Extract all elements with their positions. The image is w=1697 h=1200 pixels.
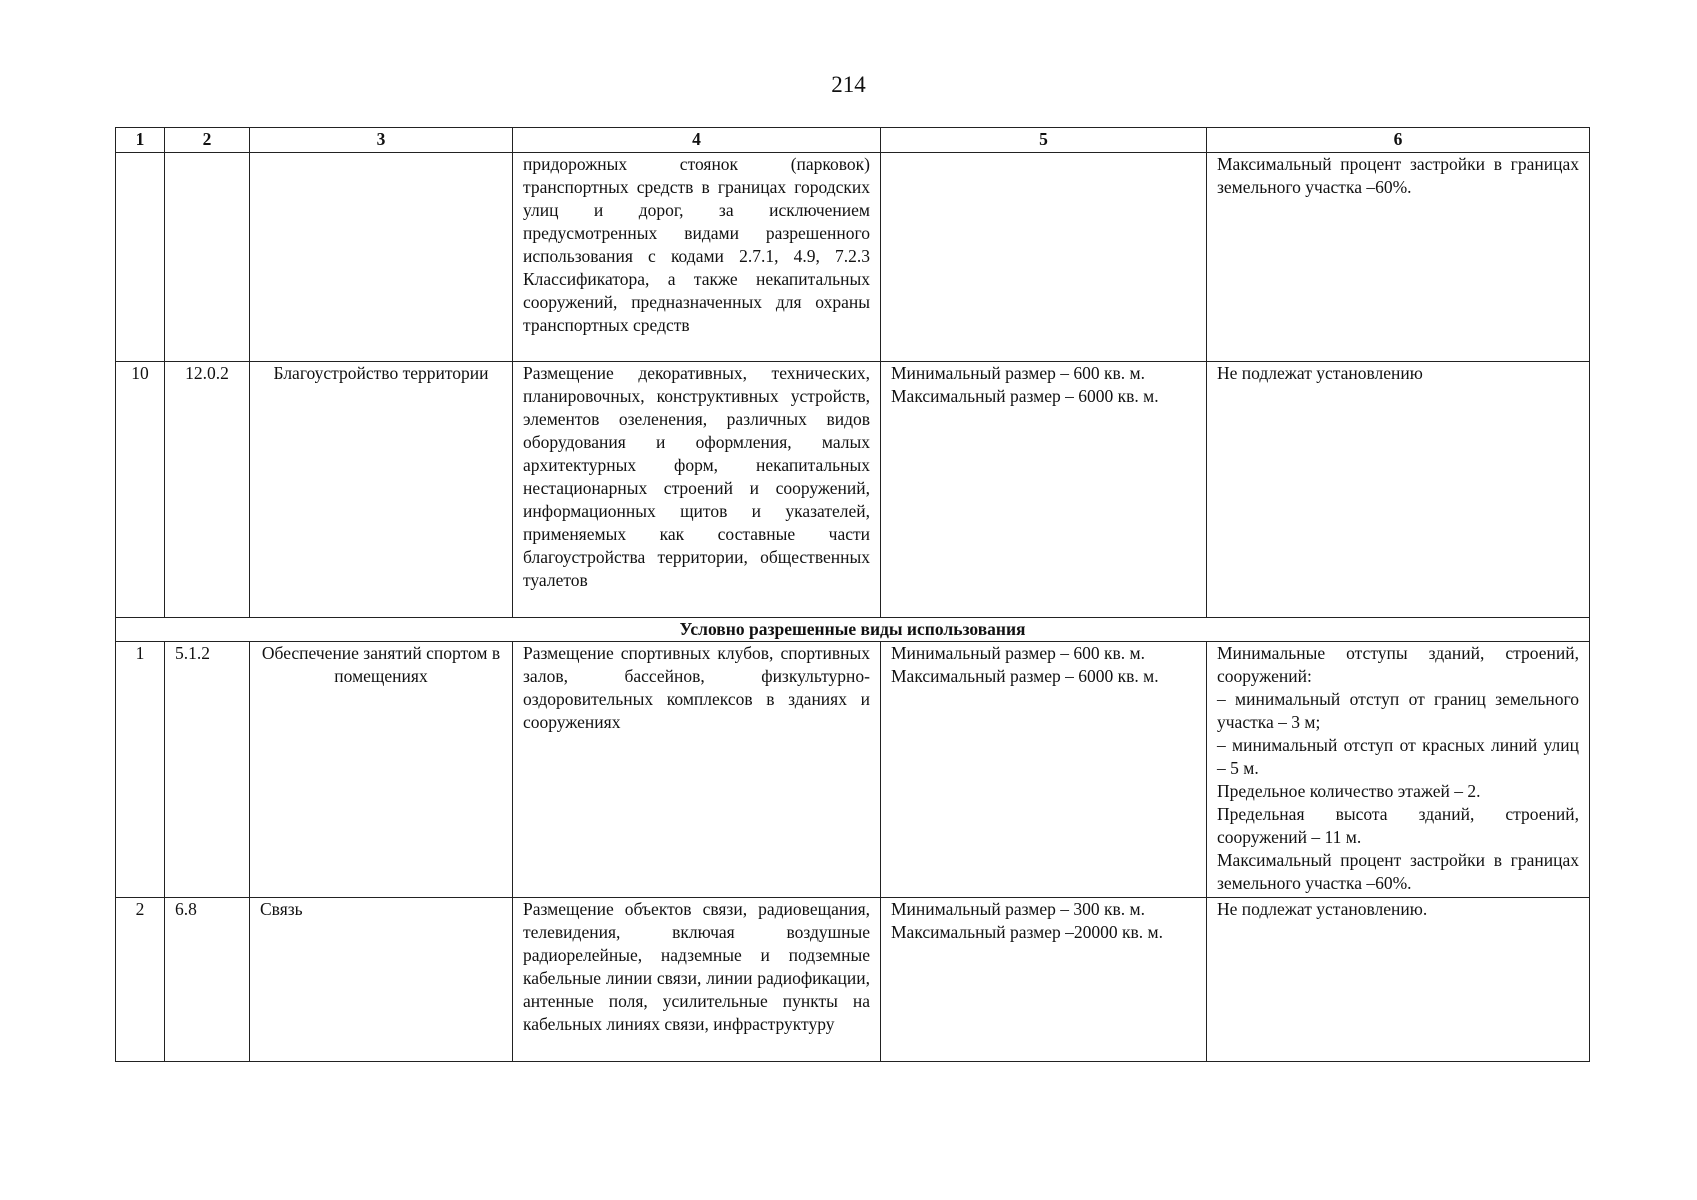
param-line: Максимальный процент застройки в границах земельного участка –60%. xyxy=(1217,850,1579,893)
row-description: Размещение объектов связи, радиовещания, телевидения, включая воздушные радиорелейные, надземные и подземные кабельные линии связи, линии радиофикации, антенные поля, усилительные пункты на кабельных линиях связи, инфраструктуру xyxy=(513,898,881,1062)
row-code xyxy=(165,153,250,362)
row-params xyxy=(1207,153,1590,362)
table-row xyxy=(116,642,1590,898)
row-size xyxy=(881,898,1207,1062)
column-header: 4 xyxy=(513,128,881,153)
row-params xyxy=(1207,898,1590,1062)
param-line: Не подлежат установлению xyxy=(1217,363,1423,383)
row-number: 1 xyxy=(116,642,165,898)
table-row xyxy=(116,898,1590,1062)
size-line: Минимальный размер – 600 кв. м. xyxy=(891,643,1145,663)
row-name: Обеспечение занятий спортом в помещениях xyxy=(250,642,513,898)
row-size xyxy=(881,362,1207,618)
row-code: 12.0.2 xyxy=(165,362,250,618)
row-description: Размещение декоративных, технических, планировочных, конструктивных устройств, элементов озеленения, различных видов оборудования и оформления, малых архитектурных форм, некапитальных нестационарных строений и сооружений, информационных щитов и указателей, применяемых как составные части благоустройства территории, общественных туалетов xyxy=(513,362,881,618)
param-line: Не подлежат установлению. xyxy=(1217,899,1428,919)
param-line: – минимальный отступ от красных линий улиц – 5 м. xyxy=(1217,735,1579,778)
section-title: Условно разрешенные виды использования xyxy=(116,618,1590,642)
row-name: Связь xyxy=(250,898,513,1062)
size-line: Максимальный размер – 6000 кв. м. xyxy=(891,386,1159,406)
size-line: Максимальный размер – 6000 кв. м. xyxy=(891,666,1159,686)
row-params xyxy=(1207,642,1590,898)
column-header: 6 xyxy=(1207,128,1590,153)
row-size xyxy=(881,642,1207,898)
header-row xyxy=(116,128,1590,153)
row-size xyxy=(881,153,1207,362)
row-number: 2 xyxy=(116,898,165,1062)
table-row xyxy=(116,153,1590,362)
row-description: Размещение спортивных клубов, спортивных залов, бассейнов, физкультурно-оздоровительных комплексов в зданиях и сооружениях xyxy=(513,642,881,898)
size-line: Минимальный размер – 300 кв. м. xyxy=(891,899,1145,919)
row-code: 5.1.2 xyxy=(165,642,250,898)
table-row xyxy=(116,362,1590,618)
size-line: Максимальный размер –20000 кв. м. xyxy=(891,922,1163,942)
column-header: 5 xyxy=(881,128,1207,153)
param-line: Минимальные отступы зданий, строений, сооружений: xyxy=(1217,643,1579,686)
row-params xyxy=(1207,362,1590,618)
column-header: 2 xyxy=(165,128,250,153)
param-line: Предельное количество этажей – 2. xyxy=(1217,781,1481,801)
param-line: Максимальный процент застройки в границах земельного участка –60%. xyxy=(1217,154,1579,197)
param-line: – минимальный отступ от границ земельного участка – 3 м; xyxy=(1217,689,1579,732)
param-line: Предельная высота зданий, строений, сооружений – 11 м. xyxy=(1217,804,1579,847)
row-number: 10 xyxy=(116,362,165,618)
column-header: 1 xyxy=(116,128,165,153)
row-code: 6.8 xyxy=(165,898,250,1062)
section-row xyxy=(116,618,1590,642)
row-number xyxy=(116,153,165,362)
row-name xyxy=(250,153,513,362)
column-header: 3 xyxy=(250,128,513,153)
row-description: придорожных стоянок (парковок) транспортных средств в границах городских улиц и дорог, за исключением предусмотренных видами разрешенного использования с кодами 2.7.1, 4.9, 7.2.3 Классификатора, а также некапитальных сооружений, предназначенных для охраны транспортных средств xyxy=(513,153,881,362)
page-number: 214 xyxy=(831,72,866,97)
land-use-table xyxy=(115,127,1590,1062)
row-name: Благоустройство территории xyxy=(250,362,513,618)
size-line: Минимальный размер – 600 кв. м. xyxy=(891,363,1145,383)
